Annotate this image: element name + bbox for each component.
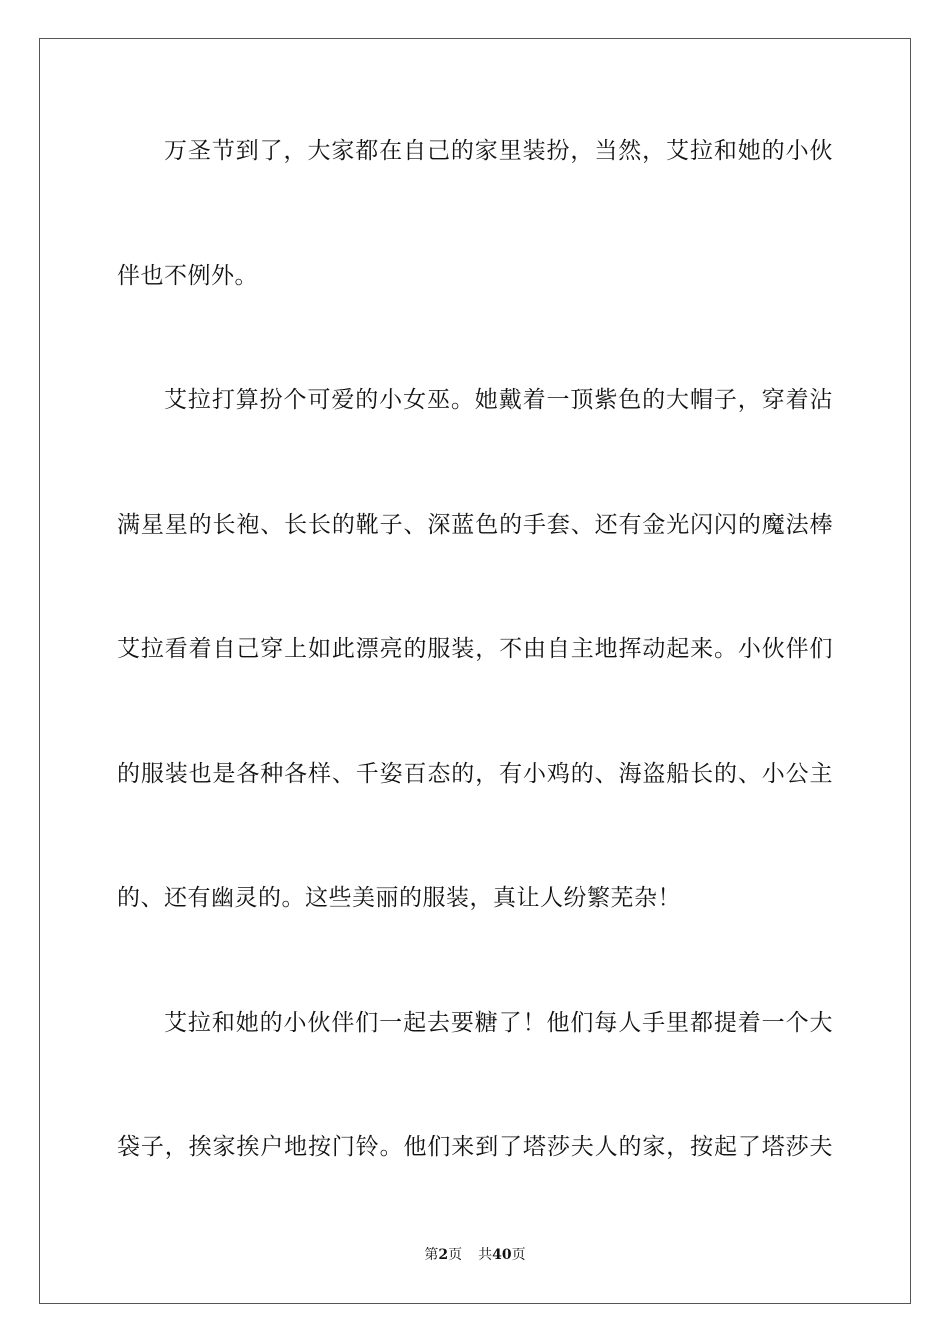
paragraph-2-line-3: 艾拉看着自己穿上如此漂亮的服装，不由自主地挥动起来。小伙伴们 [117,636,833,662]
paragraph-2-line-1: 艾拉打算扮个可爱的小女巫。她戴着一顶紫色的大帽子，穿着沾 [164,387,833,413]
paragraph-3-line-2: 袋子，挨家挨户地按门铃。他们来到了塔莎夫人的家，按起了塔莎夫 [117,1134,833,1160]
paragraph-3-line-1: 艾拉和她的小伙伴们一起去要糖了！他们每人手里都提着一个大 [164,1010,833,1036]
paragraph-1-line-1: 万圣节到了，大家都在自己的家里装扮，当然，艾拉和她的小伙 [164,138,833,164]
page-suffix: 页 [448,1247,463,1263]
paragraph-2-line-5: 的、还有幽灵的。这些美丽的服装，真让人纷繁芜杂！ [117,885,681,911]
paragraph-1-line-2: 伴也不例外。 [117,263,258,289]
paragraph-2-line-2: 满星星的长袍、长长的靴子、深蓝色的手套、还有金光闪闪的魔法棒 [117,512,833,538]
total-suffix: 页 [511,1247,526,1263]
total-prefix: 共 [478,1247,493,1263]
page-number: 2 [438,1247,449,1263]
paragraph-2-line-4: 的服装也是各种各样、千姿百态的，有小鸡的、海盗船长的、小公主 [117,761,833,787]
page-prefix: 第 [424,1247,439,1263]
total-pages: 40 [492,1247,512,1263]
page-footer [0,1246,950,1264]
page-frame [39,38,911,1304]
